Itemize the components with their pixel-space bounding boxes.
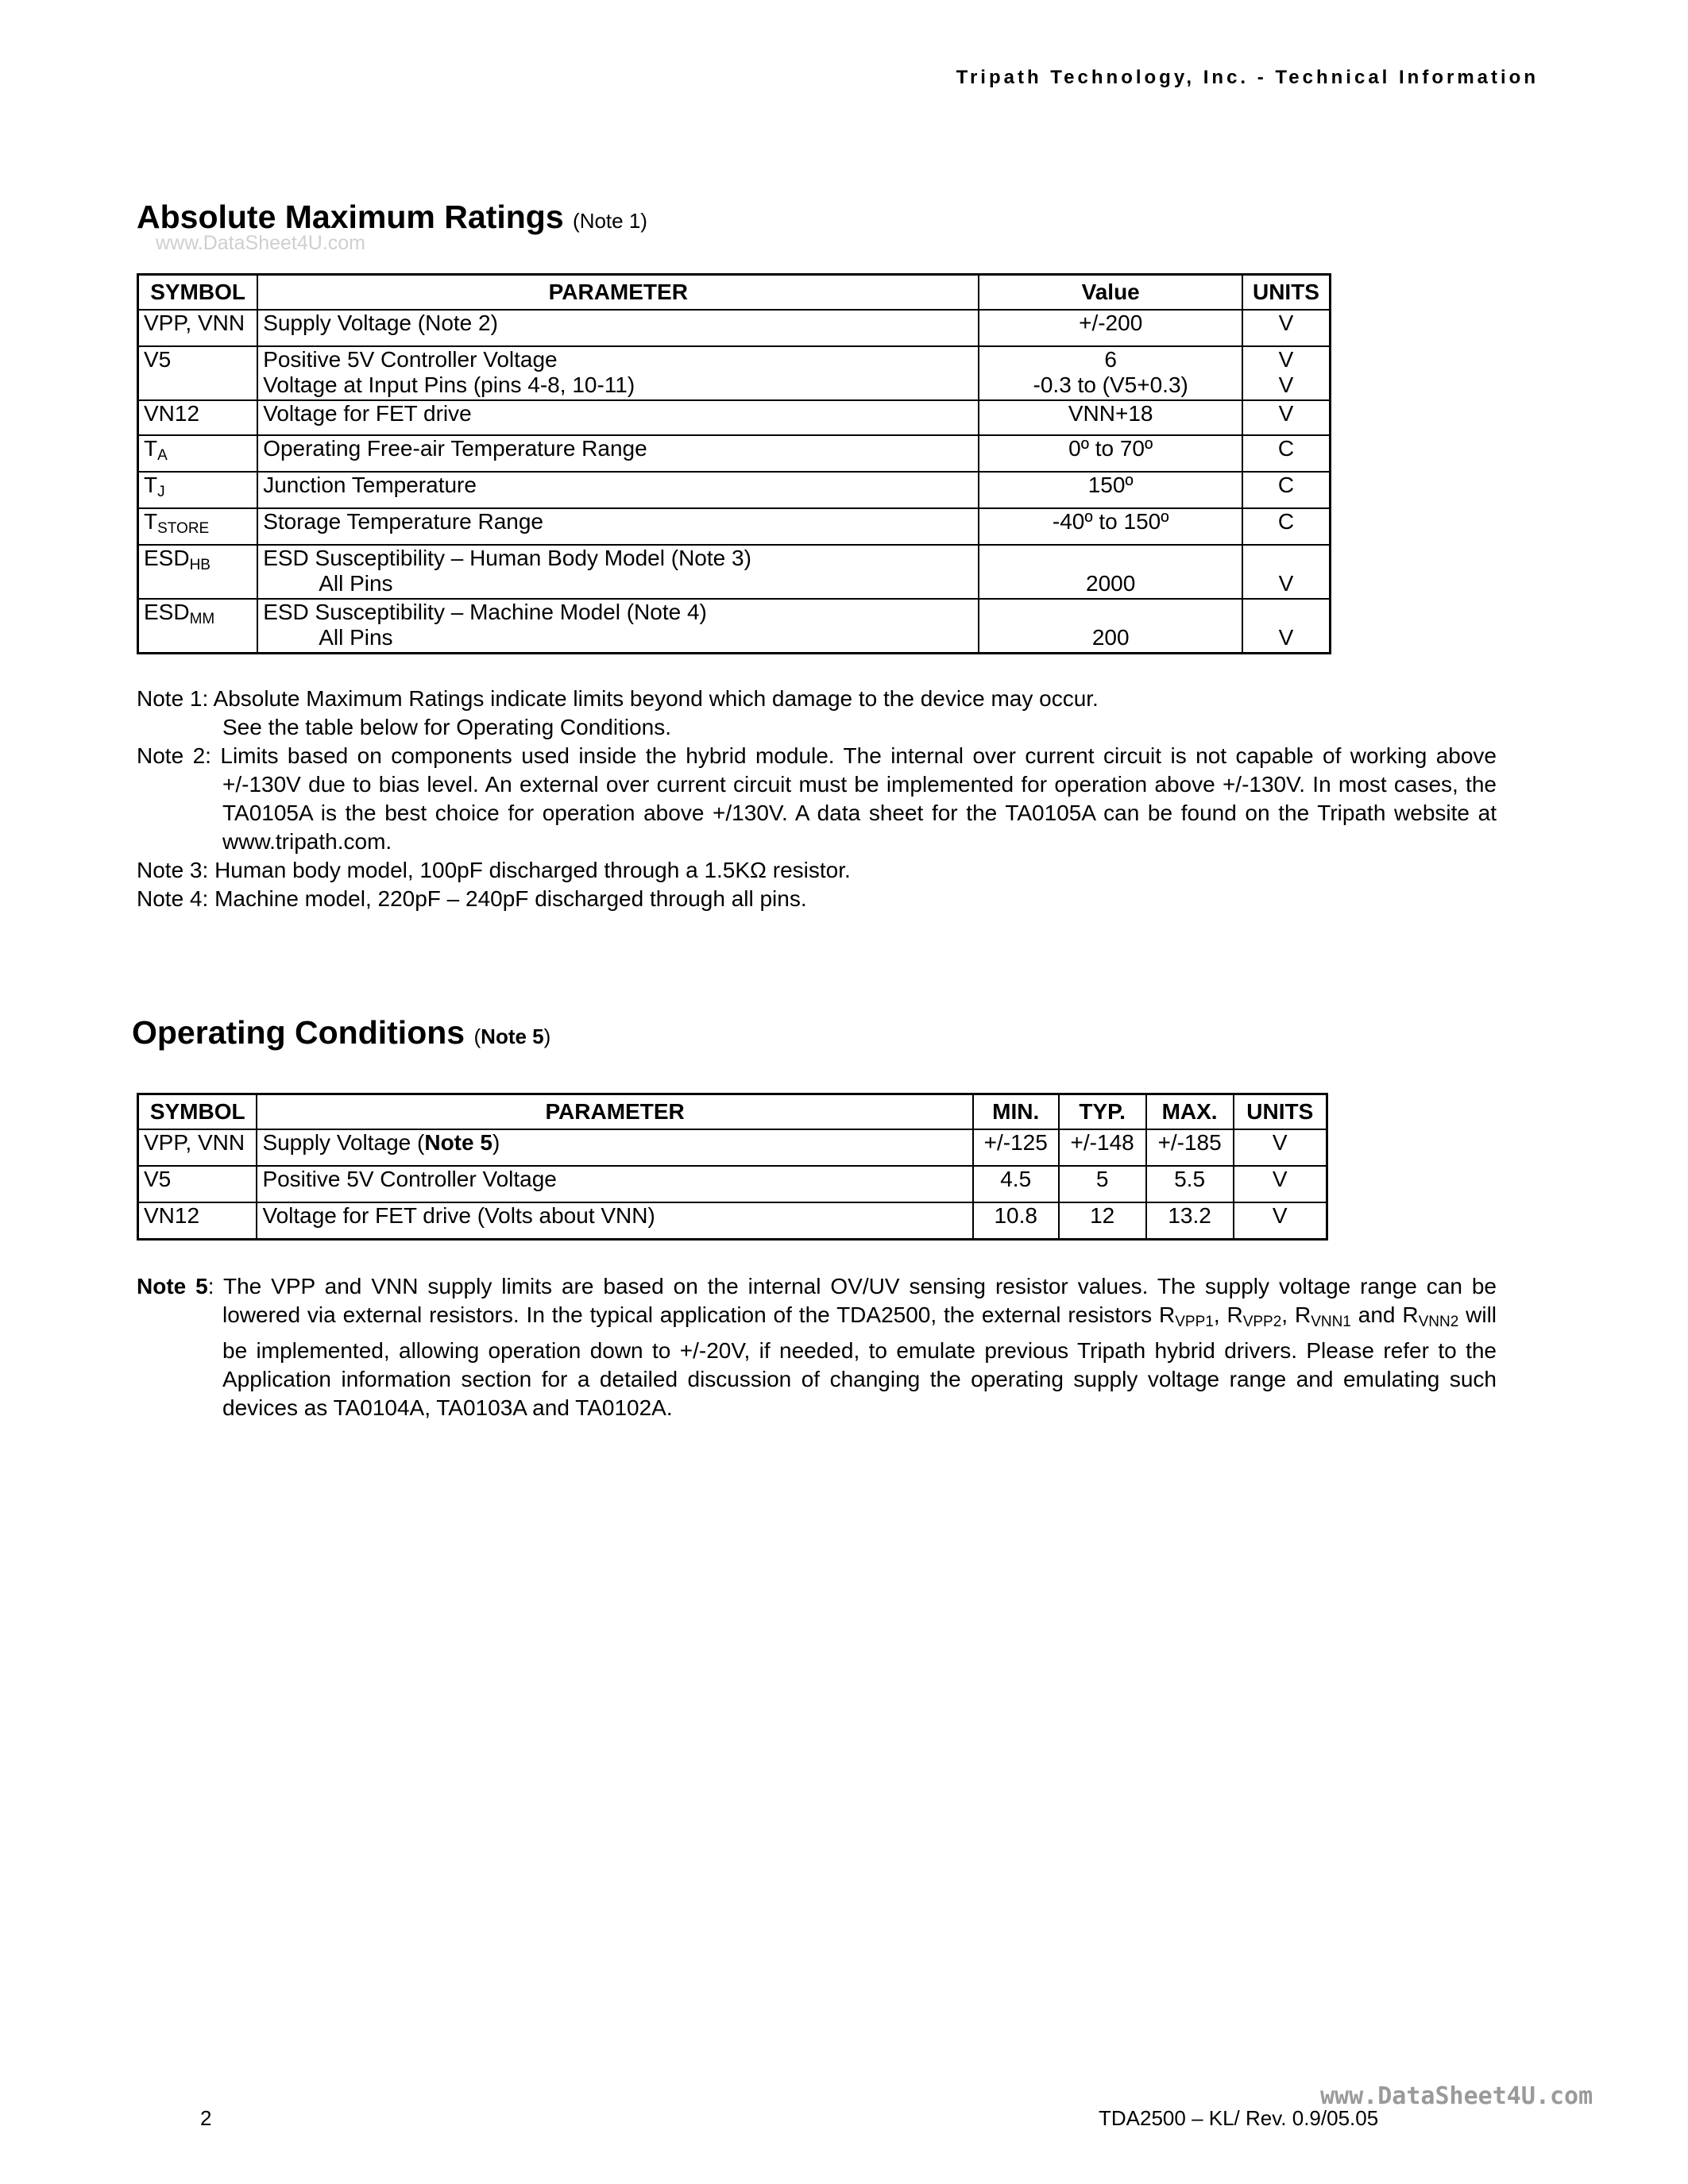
table-cell: Junction Temperature bbox=[257, 472, 979, 508]
table-cell: Storage Temperature Range bbox=[257, 508, 979, 545]
table-cell: 10.8 bbox=[973, 1202, 1059, 1239]
table-cell: Voltage for FET drive (Volts about VNN) bbox=[257, 1202, 972, 1239]
oc-table bbox=[137, 1093, 1328, 1241]
table-row bbox=[138, 1129, 1327, 1166]
table-cell: VPP, VNN bbox=[138, 1129, 257, 1166]
amr-header-row bbox=[138, 275, 1331, 311]
table-cell: +/-200 bbox=[979, 310, 1242, 346]
table-cell: $T_A$ bbox=[138, 435, 258, 472]
table-cell: V5 bbox=[138, 346, 258, 400]
table-row bbox=[138, 508, 1331, 545]
table-cell: V bbox=[1242, 545, 1331, 599]
table-row bbox=[138, 1166, 1327, 1202]
table-cell: 0º to 70º bbox=[979, 435, 1242, 472]
table-cell: VN12 bbox=[138, 1202, 257, 1239]
table-cell: +/-125 bbox=[973, 1129, 1059, 1166]
col-units: UNITS bbox=[1242, 275, 1331, 311]
doc-revision: TDA2500 – KL/ Rev. 0.9/05.05 bbox=[1099, 2106, 1379, 2130]
oc-note-ref: (Note 5) bbox=[473, 1024, 551, 1048]
table-row bbox=[138, 472, 1331, 508]
table-cell: VPP, VNN bbox=[138, 310, 258, 346]
table-row bbox=[138, 346, 1331, 400]
table-cell: 5 bbox=[1059, 1166, 1146, 1202]
table-cell: V bbox=[1234, 1166, 1327, 1202]
table-cell: Supply Voltage (Note 2) bbox=[257, 310, 979, 346]
table-cell: Voltage for FET drive bbox=[257, 400, 979, 435]
table-cell: V bbox=[1242, 400, 1331, 435]
note-2: Note 2: Limits based on components used inside the hybrid module. The internal over current circuit is not capable of working above +/-130V due to bias level. An external over current circuit must be implemented for operation above +/-130V. In most cases, the TA0105A is the best choice for operation above +/130V. A data sheet for the TA0105A can be found on the Tripath website at www.tripath.com. bbox=[137, 743, 1497, 854]
table-cell: Supply Voltage (Note 5) bbox=[257, 1129, 972, 1166]
oc-header-row bbox=[138, 1094, 1327, 1130]
table-cell: $T_{STORE}$ bbox=[138, 508, 258, 545]
table-cell: Operating Free-air Temperature Range bbox=[257, 435, 979, 472]
table-row bbox=[138, 310, 1331, 346]
col-symbol: SYMBOL bbox=[138, 1094, 257, 1130]
col-max: MAX. bbox=[1146, 1094, 1234, 1130]
col-symbol: SYMBOL bbox=[138, 275, 258, 311]
table-cell: $ESD_{HB}$ bbox=[138, 545, 258, 599]
col-typ: TYP. bbox=[1059, 1094, 1146, 1130]
table-cell: V bbox=[1242, 310, 1331, 346]
col-value: Value bbox=[979, 275, 1242, 311]
oc-title: Operating Conditions (Note 5) bbox=[132, 1014, 551, 1051]
table-cell: V bbox=[1234, 1129, 1327, 1166]
table-cell: +/-185 bbox=[1146, 1129, 1234, 1166]
note-5: Note 5: The VPP and VNN supply limits are based on the internal OV/UV sensing resistor values. The supply voltage range can be lowered via external resistors. In the typical application of the TDA2500, the external resistors $R_{VPP1}$, $R_{VPP2}$, $R_{VNN1}$ and $R_{VNN2}$ will be implemented, allowing operation down to +/-20V, if needed, to emulate previous Tripath hybrid drivers. Please refer to the Application information section for a detailed discussion of changing the operating supply voltage range and emulating such devices as TA0104A, TA0103A and TA0102A. bbox=[137, 1274, 1497, 1420]
note-4: Note 4: Machine model, 220pF – 240pF discharged through all pins. bbox=[137, 886, 807, 911]
table-cell: -40º to 150º bbox=[979, 508, 1242, 545]
table-cell: C bbox=[1242, 508, 1331, 545]
table-cell: V V bbox=[1242, 346, 1331, 400]
table-row bbox=[138, 400, 1331, 435]
table-cell: V5 bbox=[138, 1166, 257, 1202]
table-row bbox=[138, 599, 1331, 653]
amr-table bbox=[137, 273, 1331, 654]
col-parameter: PARAMETER bbox=[257, 1094, 972, 1130]
table-cell: $ESD_{MM}$ bbox=[138, 599, 258, 653]
table-cell: V bbox=[1234, 1202, 1327, 1239]
table-cell: 200 bbox=[979, 599, 1242, 653]
col-units: UNITS bbox=[1234, 1094, 1327, 1130]
note-3: Note 3: Human body model, 100pF discharged through a 1.5KΩ resistor. bbox=[137, 858, 851, 882]
table-cell: $T_J$ bbox=[138, 472, 258, 508]
table-cell: ESD Susceptibility – Human Body Model (Note 3) All Pins bbox=[257, 545, 979, 599]
table-cell: ESD Susceptibility – Machine Model (Note 4) All Pins bbox=[257, 599, 979, 653]
table-cell: +/-148 bbox=[1059, 1129, 1146, 1166]
table-cell: 6 -0.3 to (V5+0.3) bbox=[979, 346, 1242, 400]
watermark-bottom: www.DataSheet4U.com bbox=[1320, 2082, 1593, 2110]
table-row bbox=[138, 1202, 1327, 1239]
table-cell: C bbox=[1242, 472, 1331, 508]
table-cell: Positive 5V Controller Voltage bbox=[257, 1166, 972, 1202]
page-header: Tripath Technology, Inc. - Technical Information bbox=[956, 67, 1539, 88]
col-min: MIN. bbox=[973, 1094, 1059, 1130]
table-cell: VN12 bbox=[138, 400, 258, 435]
amr-notes bbox=[137, 685, 1497, 913]
watermark-top: www.DataSheet4U.com bbox=[156, 232, 366, 254]
note-1: Note 1: Absolute Maximum Ratings indicate limits beyond which damage to the device may occur. See the table below for Operating Conditions. bbox=[137, 686, 1099, 739]
col-parameter: PARAMETER bbox=[257, 275, 979, 311]
table-cell: Positive 5V Controller Voltage Voltage at Input Pins (pins 4-8, 10-11) bbox=[257, 346, 979, 400]
table-cell: V bbox=[1242, 599, 1331, 653]
table-cell: 12 bbox=[1059, 1202, 1146, 1239]
table-row bbox=[138, 435, 1331, 472]
table-cell: 150º bbox=[979, 472, 1242, 508]
table-cell: C bbox=[1242, 435, 1331, 472]
table-cell: 2000 bbox=[979, 545, 1242, 599]
amr-title: Absolute Maximum Ratings (Note 1) bbox=[137, 199, 647, 235]
table-cell: 4.5 bbox=[973, 1166, 1059, 1202]
table-cell: VNN+18 bbox=[979, 400, 1242, 435]
table-cell: 5.5 bbox=[1146, 1166, 1234, 1202]
table-row bbox=[138, 545, 1331, 599]
table-cell: 13.2 bbox=[1146, 1202, 1234, 1239]
page-number: 2 bbox=[200, 2106, 212, 2130]
amr-note-ref: (Note 1) bbox=[573, 209, 647, 233]
